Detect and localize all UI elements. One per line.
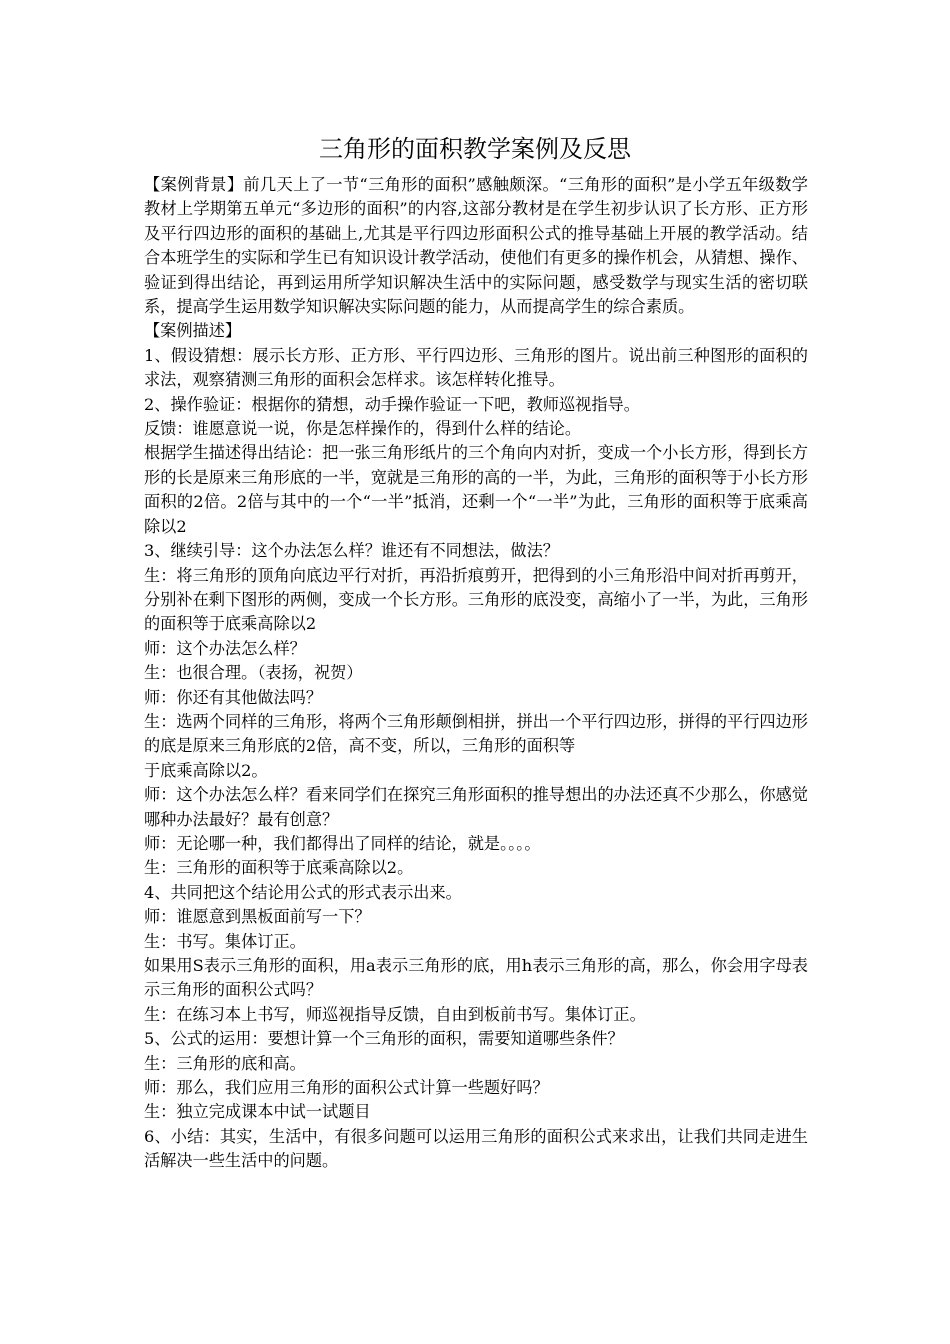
paragraph-step-1: 1、假设猜想：展示长方形、正方形、平行四边形、三角形的图片。说出前三种图形的面积的求法，观察猜测三角形的面积会怎样求。该怎样转化推导。 [144, 345, 808, 390]
paragraph-teacher-question-1: 师：这个办法怎么样？ [144, 638, 306, 658]
paragraph-step-5: 5、公式的运用：要想计算一个三角形的面积，需要知道哪些条件？ [144, 1029, 624, 1049]
document-title: 三角形的面积教学案例及反思 [319, 135, 631, 163]
paragraph-step-6-summary: 6、小结：其实，生活中，有很多问题可以运用三角形的面积公式来求出，让我们共同走进生活解决一些生活中的问题。 [144, 1126, 808, 1171]
paragraph-case-background: 【案例背景】前几天上了一节“三角形的面积”感触颇深。“三角形的面积”是小学五年级数学教材上学期第五单元“多边形的面积”的内容,这部分教材是在学生初步认识了长方形、正方形及平行四边形的面积的基础上,尤其是平行四边形面积公式的推导基础上开展的教学活动。结合本班学生的实际和学生已有知识设计教学活动，使他们有更多的操作机会，从猜想、操作、验证到得出结论，再到运用所学知识解决生活中的实际问题，感受数学与现实生活的密切联系，提高学生运用数学知识解决实际问题的能力，从而提高学生的综合素质。 [144, 175, 808, 317]
paragraph-student-method-1: 生：将三角形的顶角向底边平行对折，再沿折痕剪开，把得到的小三角形沿中间对折再剪开，分别补在剩下图形的两侧，变成一个长方形。三角形的底没变，高缩小了一半，为此，三角形的面积等于底乘高除以2 [144, 565, 808, 634]
paragraph-conclusion: 根据学生描述得出结论：把一张三角形纸片的三个角向内对折，变成一个小长方形，得到长方形的长是原来三角形底的一半，宽就是三角形的高的一半，为此，三角形的面积等于小长方形面积的2倍。2倍与其中的一个“一半”抵消，还剩一个“一半”为此，三角形的面积等于底乘高除以2 [144, 443, 808, 536]
paragraph-teacher-question-5: 师：那么，我们应用三角形的面积公式计算一些题好吗？ [144, 1078, 549, 1098]
paragraph-step-2: 2、操作验证：根据你的猜想，动手操作验证一下吧，教师巡视指导。 [144, 394, 640, 414]
paragraph-teacher-question-2: 师：你还有其他做法吗？ [144, 687, 323, 707]
paragraph-feedback: 反馈：谁愿意说一说，你是怎样操作的，得到什么样的结论。 [144, 419, 582, 439]
paragraph-step-3: 3、继续引导：这个办法怎么样？谁还有不同想法，做法？ [144, 541, 559, 561]
paragraph-student-answer-5: 生：独立完成课本中试一试题目 [144, 1102, 371, 1122]
paragraph-teacher-question-4: 师：谁愿意到黑板面前写一下？ [144, 907, 371, 927]
paragraph-teacher-summary: 师：无论哪一种，我们都得出了同样的结论，就是。。。。 [144, 833, 541, 853]
paragraph-student-answer-3: 生：在练习本上书写，师巡视指导反馈，自由到板前书写。集体订正。 [144, 1004, 646, 1024]
paragraph-student-method-2: 生：选两个同样的三角形，将两个三角形颠倒相拼，拼出一个平行四边形，拼得的平行四边形的底是原来三角形底的2倍，高不变，所以，三角形的面积等 [144, 711, 808, 756]
paragraph-student-method-2-end: 于底乘高除以2。 [144, 760, 268, 780]
paragraph-student-conclusion: 生：三角形的面积等于底乘高除以2。 [144, 858, 414, 878]
paragraph-student-answer-1: 生：也很合理。（表扬，祝贺） [144, 663, 363, 683]
paragraph-formula-question: 如果用S表示三角形的面积，用a表示三角形的底，用h表示三角形的高，那么，你会用字母表示三角形的面积公式吗？ [144, 956, 808, 1000]
document-body [144, 173, 808, 1174]
heading-case-description: 【案例描述】 [144, 321, 242, 341]
paragraph-teacher-question-3: 师：这个办法怎么样？看来同学们在探究三角形面积的推导想出的办法还真不少那么，你感觉哪种办法最好？最有创意？ [144, 785, 808, 829]
paragraph-student-answer-2: 生：书写。集体订正。 [144, 931, 306, 951]
paragraph-step-4: 4、共同把这个结论用公式的形式表示出来。 [144, 882, 462, 902]
paragraph-student-answer-4: 生：三角形的底和高。 [144, 1053, 306, 1073]
